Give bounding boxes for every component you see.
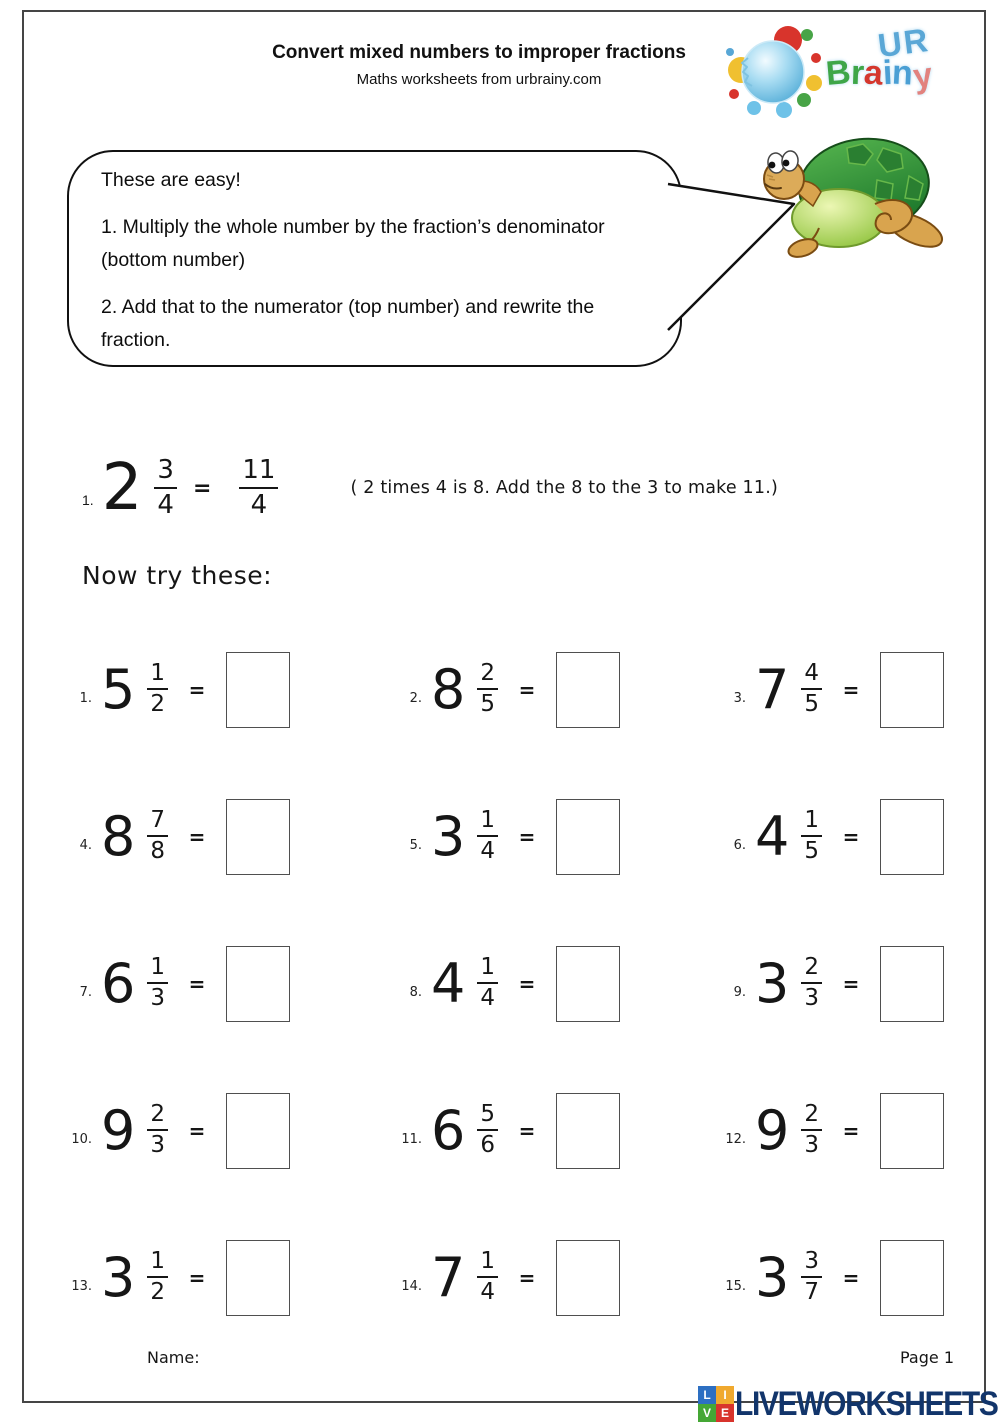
answer-box[interactable]: [880, 946, 944, 1022]
problem-fraction: [801, 808, 822, 865]
problem-whole-number: 4: [755, 804, 790, 868]
problem-fraction: [147, 1102, 168, 1159]
example-whole-number: 2: [101, 451, 143, 525]
bubble-intro: These are easy!: [101, 169, 241, 191]
liveworksheets-wordmark: LIVEWORKSHEETS: [735, 1385, 998, 1423]
bubble-step-2: 2. Add that to the numerator (top number) and rewrite the fraction.: [101, 296, 595, 351]
problem-number: 15.: [725, 1279, 746, 1294]
answer-box[interactable]: [556, 1240, 620, 1316]
problem-fraction: [477, 955, 498, 1012]
equals-sign: =: [188, 824, 206, 849]
problem-denominator: 4: [480, 1279, 495, 1305]
problem-number: 7.: [79, 985, 92, 1000]
problem-whole-number: 8: [101, 804, 136, 868]
problem-numerator: 1: [147, 1249, 168, 1278]
problem-row: [24, 616, 344, 763]
equals-sign: =: [842, 824, 860, 849]
equals-sign: =: [188, 971, 206, 996]
problem-denominator: 6: [480, 1132, 495, 1158]
problem-number: 5.: [409, 838, 422, 853]
problem-whole-number: 7: [755, 657, 790, 721]
answer-box[interactable]: [556, 946, 620, 1022]
problem-denominator: 5: [804, 691, 819, 717]
answer-box[interactable]: [556, 799, 620, 875]
problem-number: 3.: [733, 691, 746, 706]
lw-square-l: L: [698, 1386, 716, 1404]
bubble-step-1: 1. Multiply the whole number by the fraction’s denominator (bottom number): [101, 216, 605, 271]
equals-sign: =: [188, 677, 206, 702]
problem-whole-number: 3: [755, 1245, 790, 1309]
answer-box[interactable]: [880, 652, 944, 728]
equals-sign: =: [518, 677, 536, 702]
problem-numerator: 1: [477, 955, 498, 984]
problem-numerator: 2: [477, 661, 498, 690]
lw-square-i: I: [716, 1386, 734, 1404]
problem-row: [664, 763, 984, 910]
worksheet-page: [22, 10, 986, 1403]
equals-sign: =: [842, 1118, 860, 1143]
problem-whole-number: 6: [431, 1098, 466, 1162]
equals-sign: =: [518, 824, 536, 849]
example-explanation: ( 2 times 4 is 8. Add the 8 to the 3 to make 11.): [350, 478, 779, 498]
problem-number: 14.: [401, 1279, 422, 1294]
page-number: Page 1: [900, 1348, 954, 1367]
problem-row: [24, 1204, 344, 1351]
problem-number: 6.: [733, 838, 746, 853]
problem-fraction: [147, 955, 168, 1012]
problem-fraction: [477, 808, 498, 865]
equals-sign: =: [188, 1118, 206, 1143]
worked-example: [82, 451, 779, 525]
problem-numerator: 1: [477, 808, 498, 837]
liveworksheets-grid-icon: [698, 1386, 734, 1422]
answer-box[interactable]: [556, 1093, 620, 1169]
problem-row: [344, 1057, 664, 1204]
speech-bubble-tail: [664, 170, 804, 342]
example-result-numerator: 11: [239, 456, 278, 488]
example-number: 1.: [82, 492, 94, 508]
problem-whole-number: 6: [101, 951, 136, 1015]
problem-number: 10.: [71, 1132, 92, 1147]
logo-brainy-letters: Brainy: [824, 53, 935, 97]
lw-square-v: V: [698, 1404, 716, 1422]
urbrainy-wordmark: [824, 20, 976, 116]
equals-sign: =: [518, 1118, 536, 1143]
problem-row: [344, 910, 664, 1057]
example-result-denominator: 4: [250, 489, 268, 520]
problem-row: [664, 616, 984, 763]
problem-fraction: [477, 1102, 498, 1159]
urbrainy-head-icon: [726, 24, 826, 120]
problem-row: [344, 763, 664, 910]
problem-numerator: 4: [801, 661, 822, 690]
page-title: Convert mixed numbers to improper fractions: [272, 42, 686, 63]
problem-numerator: 2: [801, 1102, 822, 1131]
problem-number: 9.: [733, 985, 746, 1000]
problem-whole-number: 5: [101, 657, 136, 721]
problem-whole-number: 7: [431, 1245, 466, 1309]
problem-numerator: 1: [801, 808, 822, 837]
problem-number: 2.: [409, 691, 422, 706]
problem-denominator: 8: [150, 838, 165, 864]
problem-number: 12.: [725, 1132, 746, 1147]
problem-fraction: [801, 1102, 822, 1159]
answer-box[interactable]: [880, 1093, 944, 1169]
problem-row: [24, 910, 344, 1057]
problem-whole-number: 3: [101, 1245, 136, 1309]
problem-whole-number: 9: [101, 1098, 136, 1162]
equals-sign: =: [518, 1265, 536, 1290]
problem-numerator: 2: [147, 1102, 168, 1131]
problem-number: 4.: [79, 838, 92, 853]
example-denominator: 4: [157, 489, 174, 520]
answer-box[interactable]: [226, 1240, 290, 1316]
problem-fraction: [477, 661, 498, 718]
problem-number: 13.: [71, 1279, 92, 1294]
answer-box[interactable]: [880, 799, 944, 875]
problem-numerator: 3: [801, 1249, 822, 1278]
problem-denominator: 2: [150, 691, 165, 717]
problem-denominator: 3: [804, 1132, 819, 1158]
problem-whole-number: 4: [431, 951, 466, 1015]
problem-row: [24, 1057, 344, 1204]
problem-numerator: 1: [477, 1249, 498, 1278]
problem-denominator: 7: [804, 1279, 819, 1305]
equals-sign: =: [842, 971, 860, 996]
answer-box[interactable]: [226, 1093, 290, 1169]
problem-fraction: [147, 808, 168, 865]
answer-box[interactable]: [556, 652, 620, 728]
problem-denominator: 4: [480, 838, 495, 864]
problem-numerator: 1: [147, 661, 168, 690]
problem-number: 8.: [409, 985, 422, 1000]
problem-denominator: 5: [804, 838, 819, 864]
problem-denominator: 3: [804, 985, 819, 1011]
problem-numerator: 2: [801, 955, 822, 984]
problem-denominator: 5: [480, 691, 495, 717]
equals-sign: =: [842, 1265, 860, 1290]
problem-numerator: 1: [147, 955, 168, 984]
problem-row: [664, 910, 984, 1057]
instruction-text: Now try these:: [82, 561, 273, 590]
lw-square-e: E: [716, 1404, 734, 1422]
urbrainy-ur-text: UR: [875, 20, 932, 65]
urbrainy-logo: [726, 20, 978, 120]
problem-fraction: [801, 661, 822, 718]
problem-fraction: [147, 661, 168, 718]
problem-row: [664, 1204, 984, 1351]
answer-box[interactable]: [226, 946, 290, 1022]
example-fraction: [154, 456, 177, 519]
problem-denominator: 4: [480, 985, 495, 1011]
speech-bubble: [67, 150, 682, 367]
problem-row: [344, 616, 664, 763]
answer-box[interactable]: [880, 1240, 944, 1316]
name-label: Name:: [147, 1348, 200, 1367]
problem-fraction: [147, 1249, 168, 1306]
example-result-fraction: [239, 456, 278, 519]
problem-fraction: [801, 955, 822, 1012]
problem-whole-number: 8: [431, 657, 466, 721]
equals-sign: =: [518, 971, 536, 996]
problem-whole-number: 9: [755, 1098, 790, 1162]
problem-whole-number: 3: [431, 804, 466, 868]
liveworksheets-logo: [698, 1386, 1000, 1422]
problem-number: 11.: [401, 1132, 422, 1147]
page-subtitle: Maths worksheets from urbrainy.com: [356, 71, 602, 88]
answer-box[interactable]: [226, 799, 290, 875]
problem-row: [24, 763, 344, 910]
problem-numerator: 7: [147, 808, 168, 837]
problem-denominator: 3: [150, 985, 165, 1011]
equals-sign: =: [842, 677, 860, 702]
problem-denominator: 2: [150, 1279, 165, 1305]
problem-row: [344, 1204, 664, 1351]
equals-sign: =: [192, 475, 212, 501]
problem-numerator: 5: [477, 1102, 498, 1131]
problems-grid: [24, 616, 984, 1351]
problem-denominator: 3: [150, 1132, 165, 1158]
problem-fraction: [477, 1249, 498, 1306]
equals-sign: =: [188, 1265, 206, 1290]
problem-whole-number: 3: [755, 951, 790, 1015]
answer-box[interactable]: [226, 652, 290, 728]
problem-fraction: [801, 1249, 822, 1306]
problem-row: [664, 1057, 984, 1204]
example-numerator: 3: [154, 456, 177, 488]
problem-number: 1.: [79, 691, 92, 706]
